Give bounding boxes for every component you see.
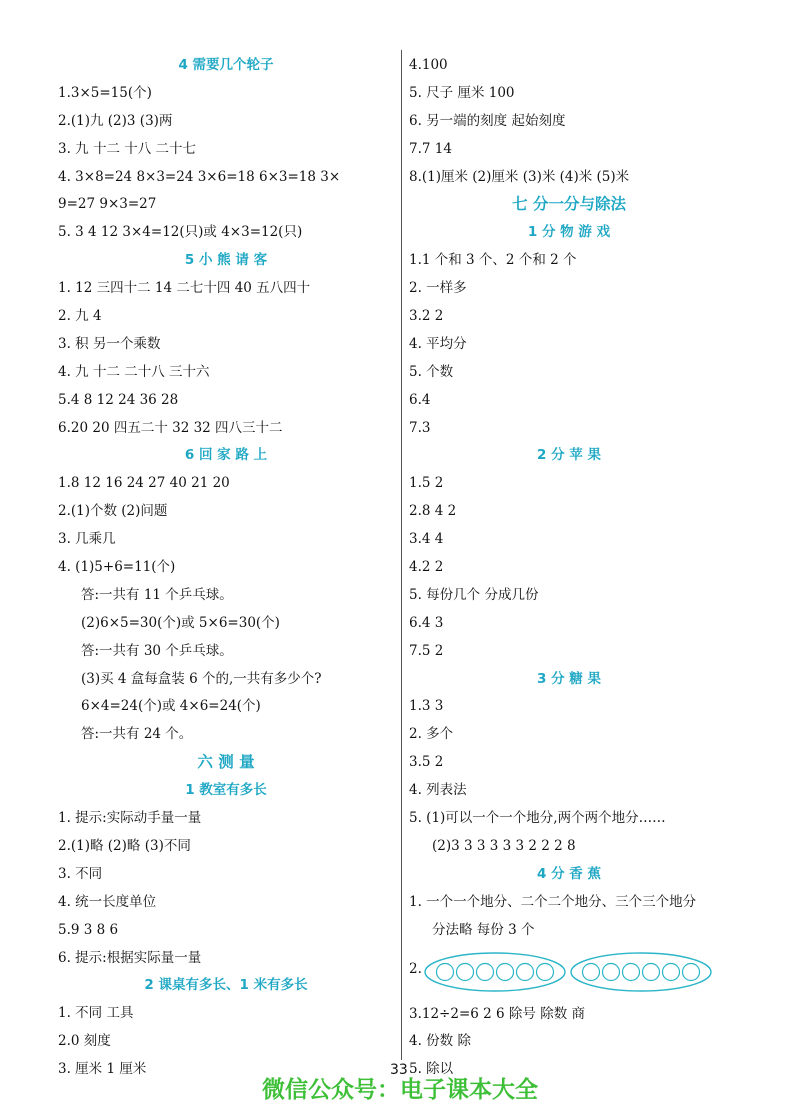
section-heading: 4 需要几个轮子 xyxy=(178,57,274,73)
item-circle xyxy=(683,963,700,980)
grouped-circles-diagram xyxy=(423,947,713,997)
answer-line: 5. 3 4 12 3×4=12(只)或 4×3=12(只) xyxy=(58,224,303,241)
answer-line: 2. 多个 xyxy=(409,726,454,743)
item-circle xyxy=(517,963,534,980)
answer-line: 2.0 刻度 xyxy=(58,1033,111,1050)
answer-line: 4. 九 十二 二十八 三十六 xyxy=(58,363,210,380)
item-circle xyxy=(603,963,620,980)
answer-line: 4.100 xyxy=(409,57,448,73)
answer-line: 3. 积 另一个乘数 xyxy=(58,335,161,352)
answer-line: 4. 平均分 xyxy=(409,335,467,352)
answer-line: 2.(1)略 (2)略 (3)不同 xyxy=(58,837,191,854)
item-circle xyxy=(537,963,554,980)
answer-line: 3.12÷2=6 2 6 除号 除数 商 xyxy=(409,1005,585,1022)
answer-line: 4.2 2 xyxy=(409,559,444,576)
answer-line: 1. 12 三四十二 14 二七十四 40 五八四十 xyxy=(58,280,311,297)
answer-line: 2.8 4 2 xyxy=(409,503,457,520)
watermark-text: 微信公众号：电子课本大全 xyxy=(262,1077,538,1103)
answer-line: (2)3 3 3 3 3 3 2 2 2 8 xyxy=(432,837,576,854)
section-heading: 六 测 量 xyxy=(197,753,255,772)
answer-line: 6×4=24(个)或 4×6=24(个) xyxy=(81,698,261,715)
answer-line: 答:一共有 30 个乒乓球。 xyxy=(81,642,233,659)
answer-line: 6.4 xyxy=(409,391,431,408)
answer-line: 3. 九 十二 十八 二十七 xyxy=(58,140,197,157)
answer-line: (2)6×5=30(个)或 5×6=30(个) xyxy=(81,614,280,631)
answer-line: 3. 几乘几 xyxy=(58,531,116,548)
section-heading: 2 课桌有多长、1 米有多长 xyxy=(144,977,308,994)
answer-line: 2. xyxy=(409,960,422,977)
answer-line: 6.4 3 xyxy=(409,614,444,631)
column-divider xyxy=(401,50,402,1060)
answer-line: 5. 每份几个 分成几份 xyxy=(409,586,539,603)
item-circle xyxy=(583,963,600,980)
answer-line: 2.(1)九 (2)3 (3)两 xyxy=(58,112,173,129)
answer-line: 1.3×5=15(个) xyxy=(58,84,152,101)
section-heading: 1 教室有多长 xyxy=(185,782,267,799)
answer-line: 4. 3×8=24 8×3=24 3×6=18 6×3=18 3× xyxy=(58,168,341,185)
answer-line: 1. 提示:实际动手量一量 xyxy=(58,810,202,827)
group-oval-1 xyxy=(425,953,565,991)
section-heading: 5 小 熊 请 客 xyxy=(184,252,268,269)
answer-line: 2.(1)个数 (2)问题 xyxy=(58,503,168,520)
answer-line: 2. 九 4 xyxy=(58,308,102,325)
answer-line: 5. (1)可以一个一个地分,两个两个地分…… xyxy=(409,810,666,827)
answer-line: 3. 厘米 1 厘米 xyxy=(58,1061,147,1078)
answer-line: 答:一共有 24 个。 xyxy=(81,726,193,743)
answer-line: 5. 除以 xyxy=(409,1061,454,1078)
item-circle xyxy=(497,963,514,980)
answer-line: 6. 另一端的刻度 起始刻度 xyxy=(409,112,566,129)
item-circle xyxy=(623,963,640,980)
page-number: 33 xyxy=(390,1062,408,1078)
section-heading: 2 分 苹 果 xyxy=(537,447,601,464)
section-heading: 4 分 香 蕉 xyxy=(537,865,601,882)
item-circle xyxy=(643,963,660,980)
answer-line: 1.8 12 16 24 27 40 21 20 xyxy=(58,475,230,492)
answer-circles-figure xyxy=(409,945,729,1001)
answer-line: (3)买 4 盒每盒装 6 个的,一共有多少个? xyxy=(81,670,322,687)
item-circle xyxy=(477,963,494,980)
item-circle xyxy=(437,963,454,980)
answer-line: 3.4 4 xyxy=(409,531,444,548)
answer-line: 2. 一样多 xyxy=(409,280,467,297)
answer-line: 1.5 2 xyxy=(409,475,444,492)
item-circle xyxy=(663,963,680,980)
answer-line: 1.3 3 xyxy=(409,698,444,715)
answer-line: 5. 尺子 厘米 100 xyxy=(409,84,515,101)
item-circle xyxy=(457,963,474,980)
answer-line: 4. 份数 除 xyxy=(409,1033,471,1050)
answer-line: 5. 个数 xyxy=(409,363,454,380)
answer-line: 1. 一个一个地分、二个二个地分、三个三个地分 xyxy=(409,893,697,910)
answer-line: 7.7 14 xyxy=(409,140,452,157)
answer-line: 7.3 xyxy=(409,419,431,436)
answer-line: 8.(1)厘米 (2)厘米 (3)米 (4)米 (5)米 xyxy=(409,168,630,185)
answer-line: 4. 列表法 xyxy=(409,782,467,799)
answer-line: 6.20 20 四五二十 32 32 四八三十二 xyxy=(58,419,283,436)
answer-line: 4. 统一长度单位 xyxy=(58,893,157,910)
answer-line: 4. (1)5+6=11(个) xyxy=(58,559,176,576)
group-oval-2 xyxy=(571,953,711,991)
answer-line: 5.4 8 12 24 36 28 xyxy=(58,391,179,408)
section-heading: 6 回 家 路 上 xyxy=(184,447,268,464)
answer-line: 3.5 2 xyxy=(409,754,444,771)
answer-line: 3. 不同 xyxy=(58,865,103,882)
answer-line: 1.1 个和 3 个、2 个和 2 个 xyxy=(409,252,577,269)
right-column xyxy=(409,52,729,1084)
answer-line: 9=27 9×3=27 xyxy=(58,196,157,213)
answer-line: 7.5 2 xyxy=(409,642,444,659)
section-heading: 1 分 物 游 戏 xyxy=(527,224,611,241)
left-column xyxy=(58,52,394,1084)
answer-line: 5.9 3 8 6 xyxy=(58,921,119,938)
section-heading: 七 分一分与除法 xyxy=(512,195,626,214)
answer-line: 3.2 2 xyxy=(409,308,444,325)
section-heading: 3 分 糖 果 xyxy=(537,670,601,687)
answer-line: 分法略 每份 3 个 xyxy=(432,921,535,938)
answer-line: 1. 不同 工具 xyxy=(58,1005,134,1022)
answer-line: 6. 提示:根据实际量一量 xyxy=(58,949,202,966)
answer-line: 答:一共有 11 个乒乓球。 xyxy=(81,586,233,603)
